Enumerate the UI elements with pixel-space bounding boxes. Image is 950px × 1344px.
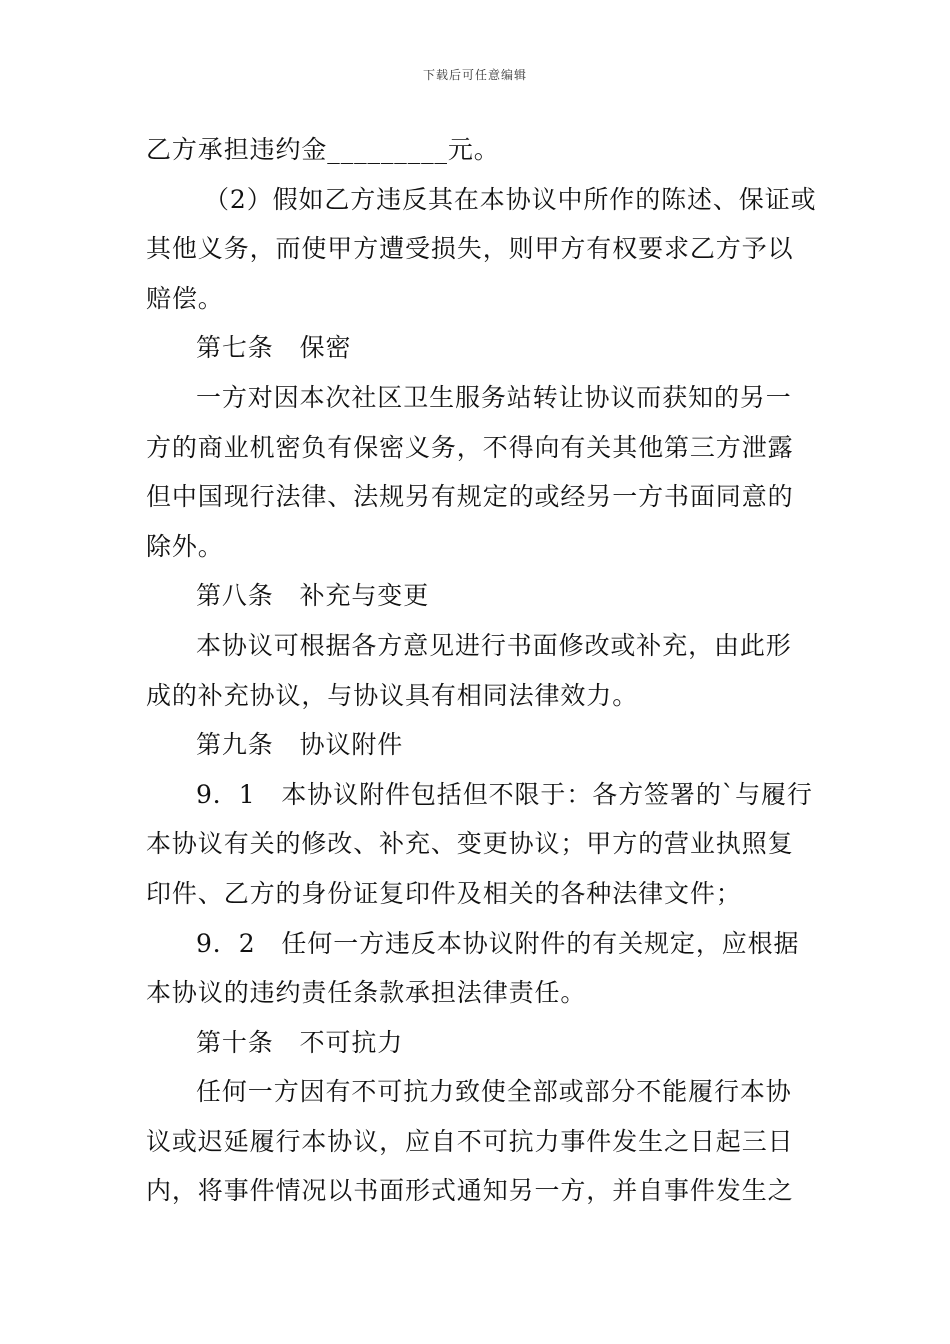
section-heading: 第七条 保密 [196, 333, 352, 363]
paragraph-line: （2）假如乙方违反其在本协议中所作的陈述、保证或 [204, 184, 817, 214]
paragraph-line: 内，将事件情况以书面形式通知另一方，并自事件发生之 [146, 1176, 794, 1206]
paragraph-line: 9．2 任何一方违反本协议附件的有关规定，应根据 [196, 928, 800, 958]
paragraph-line: 9．1 本协议附件包括但不限于：各方签署的`与履行 [196, 779, 813, 809]
paragraph-line: 成的补充协议，与协议具有相同法律效力。 [146, 680, 639, 710]
document-body [146, 125, 817, 1216]
paragraph-line: 其他义务，而使甲方遭受损失，则甲方有权要求乙方予以 [146, 234, 794, 264]
paragraph-line: 除外。 [146, 531, 224, 561]
paragraph-line: 但中国现行法律、法规另有规定的或经另一方书面同意的 [146, 482, 794, 512]
section-heading: 第九条 协议附件 [196, 730, 404, 760]
paragraph-line: 本协议可根据各方意见进行书面修改或补充，由此形 [196, 630, 792, 660]
paragraph-line: 赔偿。 [146, 283, 224, 313]
section-heading: 第八条 补充与变更 [196, 581, 430, 611]
section-heading: 第十条 不可抗力 [196, 1027, 404, 1057]
paragraph-line: 本协议的违约责任条款承担法律责任。 [146, 978, 587, 1008]
paragraph-line: 印件、乙方的身份证复印件及相关的各种法律文件； [146, 878, 742, 908]
paragraph-line: 一方对因本次社区卫生服务站转让协议而获知的另一 [196, 382, 792, 412]
paragraph-line: 议或迟延履行本协议，应自不可抗力事件发生之日起三日 [146, 1126, 794, 1156]
paragraph-line: 本协议有关的修改、补充、变更协议；甲方的营业执照复 [146, 829, 794, 859]
paragraph-line: 乙方承担违约金_________元。 [146, 135, 500, 164]
paragraph-line: 任何一方因有不可抗力致使全部或部分不能履行本协 [196, 1077, 792, 1107]
page-header: 下载后可任意编辑 [422, 68, 527, 82]
paragraph-line: 方的商业机密负有保密义务，不得向有关其他第三方泄露 [146, 432, 794, 462]
